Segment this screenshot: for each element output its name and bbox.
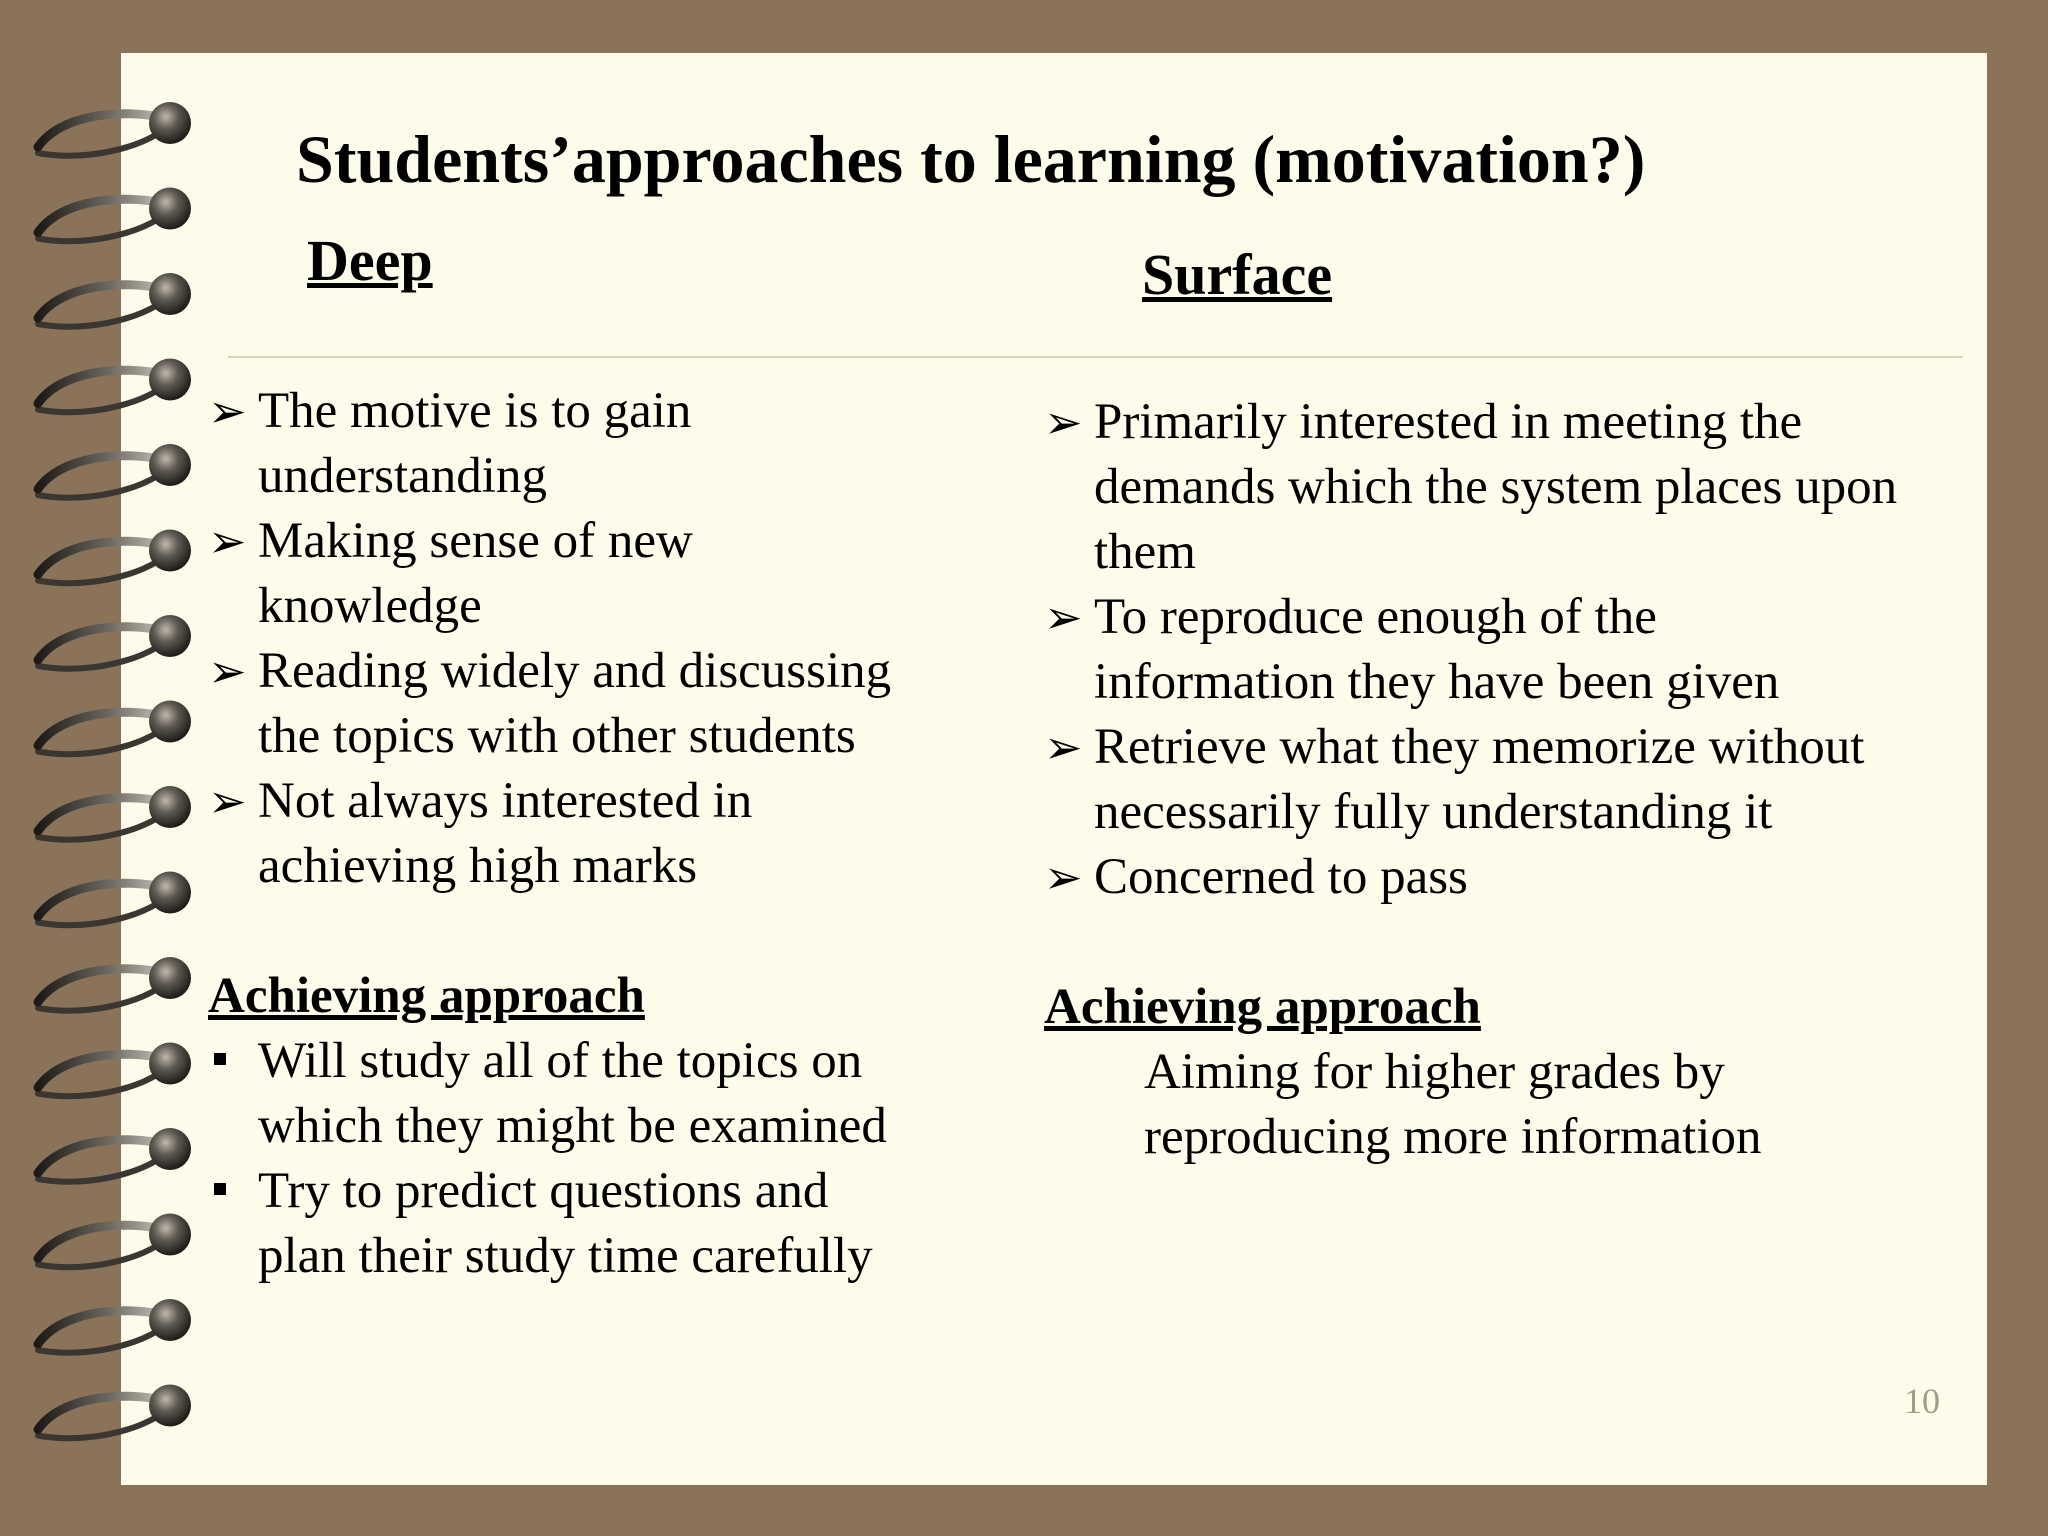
list-item: ➢ The motive is to gain understanding	[208, 379, 898, 509]
arrow-bullet-icon: ➢	[1044, 852, 1083, 903]
deep-list	[208, 379, 898, 899]
arrow-bullet-icon: ➢	[1044, 722, 1083, 773]
deep-achieving-heading: Achieving approach	[208, 968, 645, 1024]
list-item: Try to predict questions and plan their study time carefully	[208, 1159, 898, 1289]
page-number: 10	[1904, 1381, 1940, 1421]
square-bullet-icon	[214, 1053, 226, 1065]
spiral-ring	[38, 701, 191, 755]
list-item: Will study all of the topics on which they might be examined	[208, 1029, 898, 1159]
arrow-bullet-icon: ➢	[208, 776, 247, 827]
spiral-ring	[38, 188, 191, 242]
surface-list	[1044, 390, 1904, 910]
arrow-bullet-icon: ➢	[208, 516, 247, 567]
spiral-ring	[38, 1385, 191, 1439]
deep-heading: Deep	[307, 228, 433, 293]
spiral-ring	[38, 1128, 191, 1182]
list-item: ➢ Reading widely and discussing the topics with other students	[208, 639, 898, 769]
spiral-ring	[38, 444, 191, 498]
list-item: ➢ Making sense of new knowledge	[208, 509, 898, 639]
surface-column	[1044, 390, 1904, 1170]
spiral-ring	[38, 273, 191, 327]
surface-achieving-text: Aiming for higher grades by reproducing more information	[1144, 1044, 1762, 1165]
arrow-bullet-icon: ➢	[208, 646, 247, 697]
list-item: ➢ To reproduce enough of the information they have been given	[1044, 585, 1904, 715]
spiral-ring	[38, 615, 191, 669]
list-item: ➢ Concerned to pass	[1044, 845, 1904, 910]
list-item: ➢ Not always interested in achieving high marks	[208, 769, 898, 899]
spiral-ring	[38, 530, 191, 584]
arrow-bullet-icon: ➢	[1044, 397, 1083, 448]
arrow-bullet-icon: ➢	[1044, 592, 1083, 643]
spiral-ring	[38, 1299, 191, 1353]
spiral-ring	[38, 1214, 191, 1268]
heading-divider	[228, 356, 1963, 358]
deep-column	[208, 379, 898, 1289]
arrow-bullet-icon: ➢	[208, 386, 247, 437]
spiral-ring	[38, 786, 191, 840]
spiral-ring	[38, 872, 191, 926]
surface-achieving-heading: Achieving approach	[1044, 979, 1481, 1035]
spiral-ring	[38, 1043, 191, 1097]
deep-achieving-list	[208, 1029, 898, 1289]
list-item: ➢ Retrieve what they memorize without necessarily fully understanding it	[1044, 715, 1904, 845]
surface-heading: Surface	[1142, 242, 1333, 307]
spiral-ring	[38, 102, 191, 156]
spiral-ring	[38, 957, 191, 1011]
square-bullet-icon	[214, 1183, 226, 1195]
spiral-ring	[38, 359, 191, 413]
list-item: ➢ Primarily interested in meeting the demands which the system places upon them	[1044, 390, 1904, 585]
slide-title: Students’approaches to learning (motivation?)	[296, 121, 1646, 197]
spiral-binding	[30, 90, 200, 1470]
